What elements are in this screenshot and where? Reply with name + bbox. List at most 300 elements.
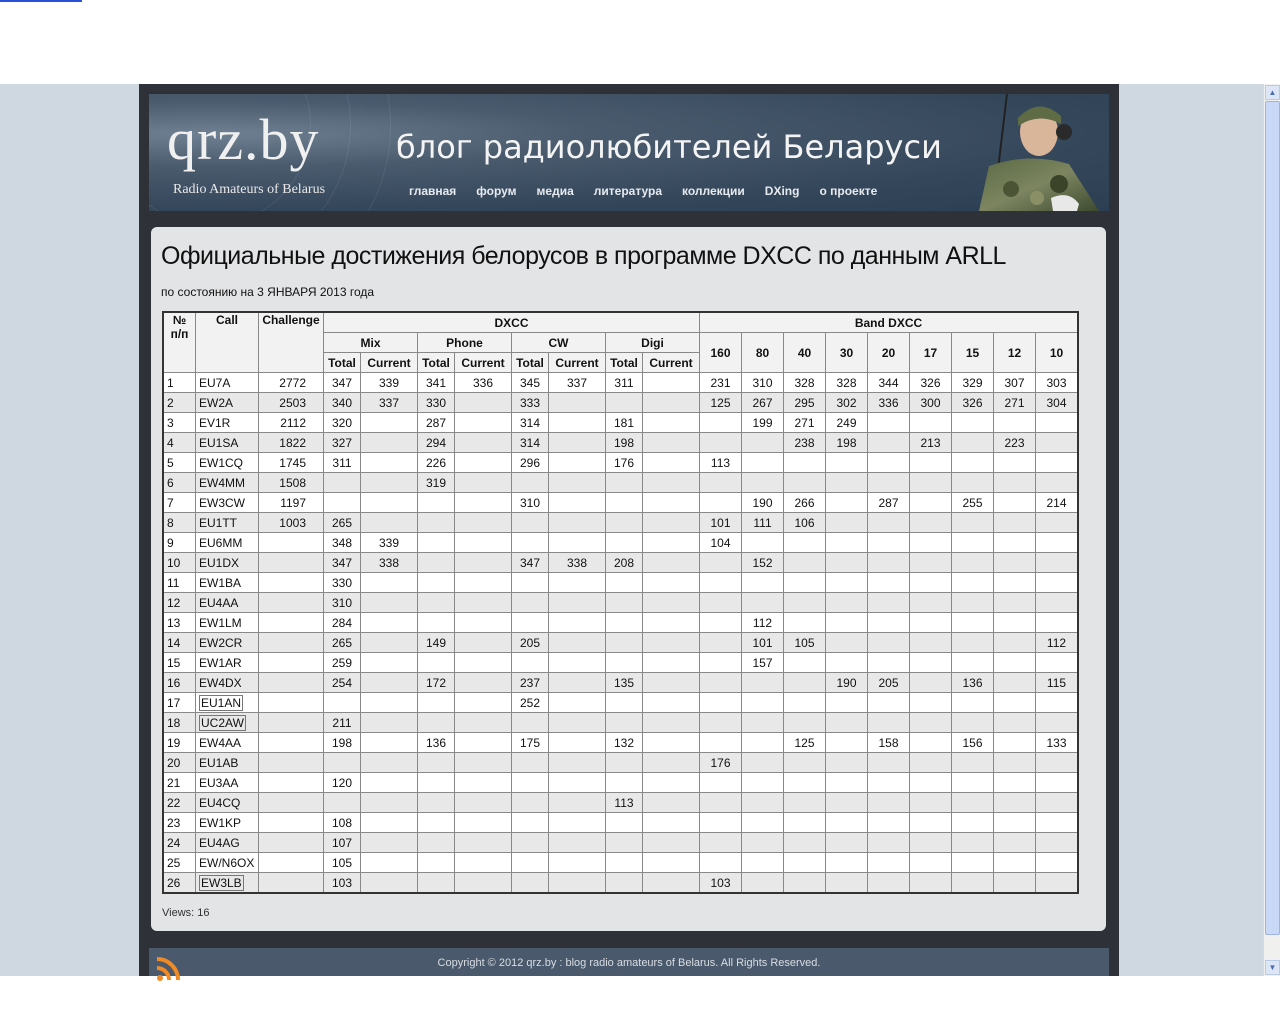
table-cell [910,713,952,733]
table-cell [455,793,512,813]
table-cell [784,793,826,813]
table-cell: 4 [163,433,196,453]
table-cell: 115 [1036,673,1079,693]
table-cell: 326 [952,393,994,413]
table-cell: 287 [868,493,910,513]
nav-item-collections[interactable]: коллекции [682,184,745,198]
table-cell [643,513,700,533]
header-phone-current: Current [455,353,512,373]
table-cell: 113 [606,793,643,813]
table-cell [643,433,700,453]
table-cell: 2 [163,393,196,413]
table-cell [994,713,1036,733]
table-cell [549,653,606,673]
top-link[interactable] [0,0,82,2]
table-cell [455,393,512,413]
table-cell: 120 [324,773,361,793]
table-cell [742,813,784,833]
table-cell: 339 [361,533,418,553]
table-cell [361,693,418,713]
table-cell: 3 [163,413,196,433]
table-cell [994,633,1036,653]
table-cell [512,853,549,873]
table-cell [994,453,1036,473]
table-cell [868,553,910,573]
site-logo[interactable]: qrz.by [167,107,320,172]
table-cell [1036,613,1079,633]
table-cell [994,553,1036,573]
table-cell [952,613,994,633]
table-cell: 271 [994,393,1036,413]
table-cell [512,573,549,593]
table-row [163,693,1078,713]
nav-item-about[interactable]: о проекте [819,184,878,198]
table-cell [361,453,418,473]
table-cell [868,773,910,793]
table-cell: 310 [512,493,549,513]
table-cell [910,613,952,633]
table-cell [606,873,643,894]
call-sign-cell: EU1SA [196,433,259,453]
table-cell [826,593,868,613]
table-cell [742,533,784,553]
table-cell [994,413,1036,433]
table-cell: 300 [910,393,952,413]
table-cell [910,593,952,613]
table-cell [418,573,455,593]
table-cell [994,593,1036,613]
table-row [163,373,1078,393]
table-cell [952,633,994,653]
table-cell [952,473,994,493]
table-cell: 112 [1036,633,1079,653]
table-cell [455,753,512,773]
table-cell [826,613,868,633]
table-cell [259,653,324,673]
table-cell: 5 [163,453,196,473]
table-cell [643,693,700,713]
scroll-down-arrow-icon[interactable]: ▼ [1265,960,1280,975]
table-cell [994,773,1036,793]
table-cell [361,613,418,633]
table-cell [643,813,700,833]
table-cell [259,553,324,573]
table-cell [361,673,418,693]
table-cell [1036,773,1079,793]
table-cell [742,713,784,733]
table-cell [910,413,952,433]
table-cell [1036,553,1079,573]
table-cell [952,873,994,894]
table-cell: 265 [324,633,361,653]
call-sign-cell: EW2A [196,393,259,413]
table-cell [549,573,606,593]
table-cell: 6 [163,473,196,493]
table-cell [361,473,418,493]
table-cell: 2503 [259,393,324,413]
table-cell [700,413,742,433]
table-cell: 199 [742,413,784,433]
table-cell [361,873,418,894]
table-cell [606,833,643,853]
table-cell [868,633,910,653]
table-cell [952,773,994,793]
table-cell [549,833,606,853]
table-cell [910,813,952,833]
table-row [163,453,1078,473]
table-cell [910,533,952,553]
table-cell: 103 [700,873,742,894]
table-cell: 108 [324,813,361,833]
table-cell [742,793,784,813]
table-cell [455,453,512,473]
header-challenge: Challenge [259,312,324,373]
table-row [163,733,1078,753]
table-cell [994,673,1036,693]
table-cell: 320 [324,413,361,433]
table-cell: 223 [994,433,1036,453]
table-cell: 347 [512,553,549,573]
table-cell: 23 [163,813,196,833]
table-cell [259,573,324,593]
table-cell [868,653,910,673]
table-cell [643,873,700,894]
table-cell: 22 [163,793,196,813]
table-cell [549,813,606,833]
table-cell: 348 [324,533,361,553]
table-cell [606,773,643,793]
table-cell: 328 [784,373,826,393]
table-cell: 208 [606,553,643,573]
table-cell [259,613,324,633]
table-cell [868,413,910,433]
table-cell [549,753,606,773]
table-cell: 103 [324,873,361,894]
table-cell: 190 [742,493,784,513]
table-cell [784,713,826,733]
table-cell [512,773,549,793]
table-cell: 314 [512,433,549,453]
table-cell: 255 [952,493,994,513]
table-cell: 304 [1036,393,1079,413]
table-cell [361,593,418,613]
table-cell: 176 [606,453,643,473]
table-cell: 198 [826,433,868,453]
table-cell: 330 [418,393,455,413]
table-cell [742,753,784,773]
table-cell [549,393,606,413]
table-cell [700,473,742,493]
table-cell [455,773,512,793]
table-cell [259,833,324,853]
table-row [163,433,1078,453]
table-row [163,793,1078,813]
table-cell [952,453,994,473]
call-sign-cell: EU4AG [196,833,259,853]
table-cell [952,693,994,713]
table-cell [784,593,826,613]
table-cell [910,833,952,853]
table-cell [643,773,700,793]
table-cell [868,693,910,713]
table-cell [784,533,826,553]
header-digi-current: Current [643,353,700,373]
dxcc-table [162,311,1079,894]
table-cell [455,593,512,613]
nav-item-media[interactable]: медиа [536,184,574,198]
table-cell: 344 [868,373,910,393]
header-band-160: 160 [700,333,742,373]
nav-item-home[interactable]: главная [409,184,457,198]
table-cell: 8 [163,513,196,533]
table-cell [549,713,606,733]
table-cell [910,493,952,513]
table-cell: 302 [826,393,868,413]
vertical-scrollbar[interactable] [1263,84,1280,976]
table-cell [1036,593,1079,613]
table-cell: 213 [910,433,952,453]
table-cell [742,473,784,493]
table-cell [826,573,868,593]
table-cell [512,613,549,633]
table-cell [910,553,952,573]
table-cell [952,513,994,533]
table-cell [700,733,742,753]
table-cell: 136 [418,733,455,753]
table-cell [549,593,606,613]
table-cell [952,813,994,833]
table-cell [455,853,512,873]
table-cell: 231 [700,373,742,393]
table-cell [868,713,910,733]
table-cell [259,773,324,793]
header-band-20: 20 [868,333,910,373]
table-cell [994,813,1036,833]
table-cell: 307 [994,373,1036,393]
table-row [163,413,1078,433]
table-cell: 347 [324,373,361,393]
table-cell [361,853,418,873]
table-cell: 328 [826,373,868,393]
table-cell [259,753,324,773]
table-cell: 2772 [259,373,324,393]
dxcc-table-body [163,373,1078,894]
table-cell [549,473,606,493]
table-cell [826,753,868,773]
nav-item-literature[interactable]: литература [593,184,663,198]
table-cell [784,473,826,493]
call-sign-cell: EU1AB [196,753,259,773]
table-cell [418,833,455,853]
table-cell [994,833,1036,853]
table-cell [418,853,455,873]
table-cell [606,693,643,713]
table-cell: 310 [742,373,784,393]
table-cell [1036,473,1079,493]
table-cell: 1003 [259,513,324,533]
table-cell [361,733,418,753]
table-cell: 295 [784,393,826,413]
table-cell [826,693,868,713]
table-cell: 101 [742,633,784,653]
table-cell: 237 [512,673,549,693]
table-cell [868,853,910,873]
table-cell [418,593,455,613]
table-cell [606,513,643,533]
table-cell [512,653,549,673]
table-cell [643,753,700,773]
table-cell: 265 [324,513,361,533]
table-cell [606,533,643,553]
table-cell [418,613,455,633]
table-cell [868,753,910,773]
table-cell [643,553,700,573]
table-cell [952,553,994,573]
table-cell [826,873,868,894]
page-title: Официальные достижения белорусов в программе DXCC по данным ARLL [161,242,1006,270]
table-cell [549,773,606,793]
call-sign-cell: EU1TT [196,513,259,533]
table-cell [643,733,700,753]
table-cell [700,613,742,633]
table-cell [742,593,784,613]
table-cell [742,873,784,894]
header-soldier-image [949,94,1109,211]
call-sign-cell: EV1R [196,413,259,433]
table-cell: 112 [742,613,784,633]
table-cell: 339 [361,373,418,393]
header-mode-cw: CW [512,333,606,353]
call-sign-cell: EU4CQ [196,793,259,813]
call-sign-cell: EW4MM [196,473,259,493]
table-cell: 125 [700,393,742,413]
table-cell: 11 [163,573,196,593]
table-cell [643,793,700,813]
table-cell [512,813,549,833]
table-cell [259,813,324,833]
table-cell: 1508 [259,473,324,493]
table-cell [549,513,606,533]
table-cell [826,513,868,533]
table-cell [784,453,826,473]
scroll-up-arrow-icon[interactable]: ▲ [1265,85,1280,100]
table-cell [606,633,643,653]
table-cell [826,553,868,573]
table-cell: 267 [742,393,784,413]
table-cell [361,773,418,793]
table-row [163,653,1078,673]
table-cell: 132 [606,733,643,753]
table-cell [418,813,455,833]
table-cell [549,453,606,473]
table-cell [259,673,324,693]
table-cell [455,833,512,853]
table-cell [910,873,952,894]
call-sign-cell [196,873,259,894]
table-cell: 25 [163,853,196,873]
nav-item-dxing[interactable]: DXing [764,184,800,198]
call-sign-box: EU1AN [201,695,242,710]
table-cell [910,473,952,493]
table-cell [643,573,700,593]
table-cell [455,533,512,553]
table-cell [643,453,700,473]
header-band-10: 10 [1036,333,1079,373]
table-cell: 205 [868,673,910,693]
table-cell [549,533,606,553]
table-cell [361,573,418,593]
table-cell [784,873,826,894]
table-cell: 7 [163,493,196,513]
table-cell [549,613,606,633]
table-cell [643,473,700,493]
table-cell [361,633,418,653]
table-cell: 330 [324,573,361,593]
table-cell: 338 [361,553,418,573]
call-sign-box: UC2AW [201,715,244,730]
table-cell: 337 [361,393,418,413]
table-cell [361,493,418,513]
table-cell [455,873,512,894]
table-cell [952,433,994,453]
table-cell [549,853,606,873]
table-cell: 249 [826,413,868,433]
table-cell [826,793,868,813]
table-cell: 12 [163,593,196,613]
call-sign-cell: EU3AA [196,773,259,793]
table-cell [643,373,700,393]
table-cell: 158 [868,733,910,753]
table-cell [512,753,549,773]
table-cell [606,653,643,673]
table-cell: 319 [418,473,455,493]
table-row [163,853,1078,873]
table-cell [994,853,1036,873]
table-cell [994,753,1036,773]
site-footer [149,948,1109,976]
table-cell [994,733,1036,753]
views-counter: Views: 16 [162,907,210,919]
header-cw-total: Total [512,353,549,373]
nav-item-forum[interactable]: форум [476,184,517,198]
table-cell [455,733,512,753]
table-cell [361,813,418,833]
table-cell [455,573,512,593]
table-cell [826,853,868,873]
table-row [163,593,1078,613]
table-cell [259,633,324,653]
table-row [163,753,1078,773]
table-cell [700,713,742,733]
table-cell [1036,853,1079,873]
table-cell: 205 [512,633,549,653]
call-sign-cell: EW4AA [196,733,259,753]
table-cell [1036,433,1079,453]
table-cell [910,753,952,773]
scrollbar-thumb[interactable] [1265,101,1280,935]
table-cell: 259 [324,653,361,673]
table-cell: 172 [418,673,455,693]
table-cell: 1745 [259,453,324,473]
table-cell: 104 [700,533,742,553]
table-cell [418,533,455,553]
table-cell [1036,533,1079,553]
table-cell [455,673,512,693]
header-call: Call [196,312,259,373]
table-cell: 107 [324,833,361,853]
table-cell [952,653,994,673]
table-cell: 20 [163,753,196,773]
